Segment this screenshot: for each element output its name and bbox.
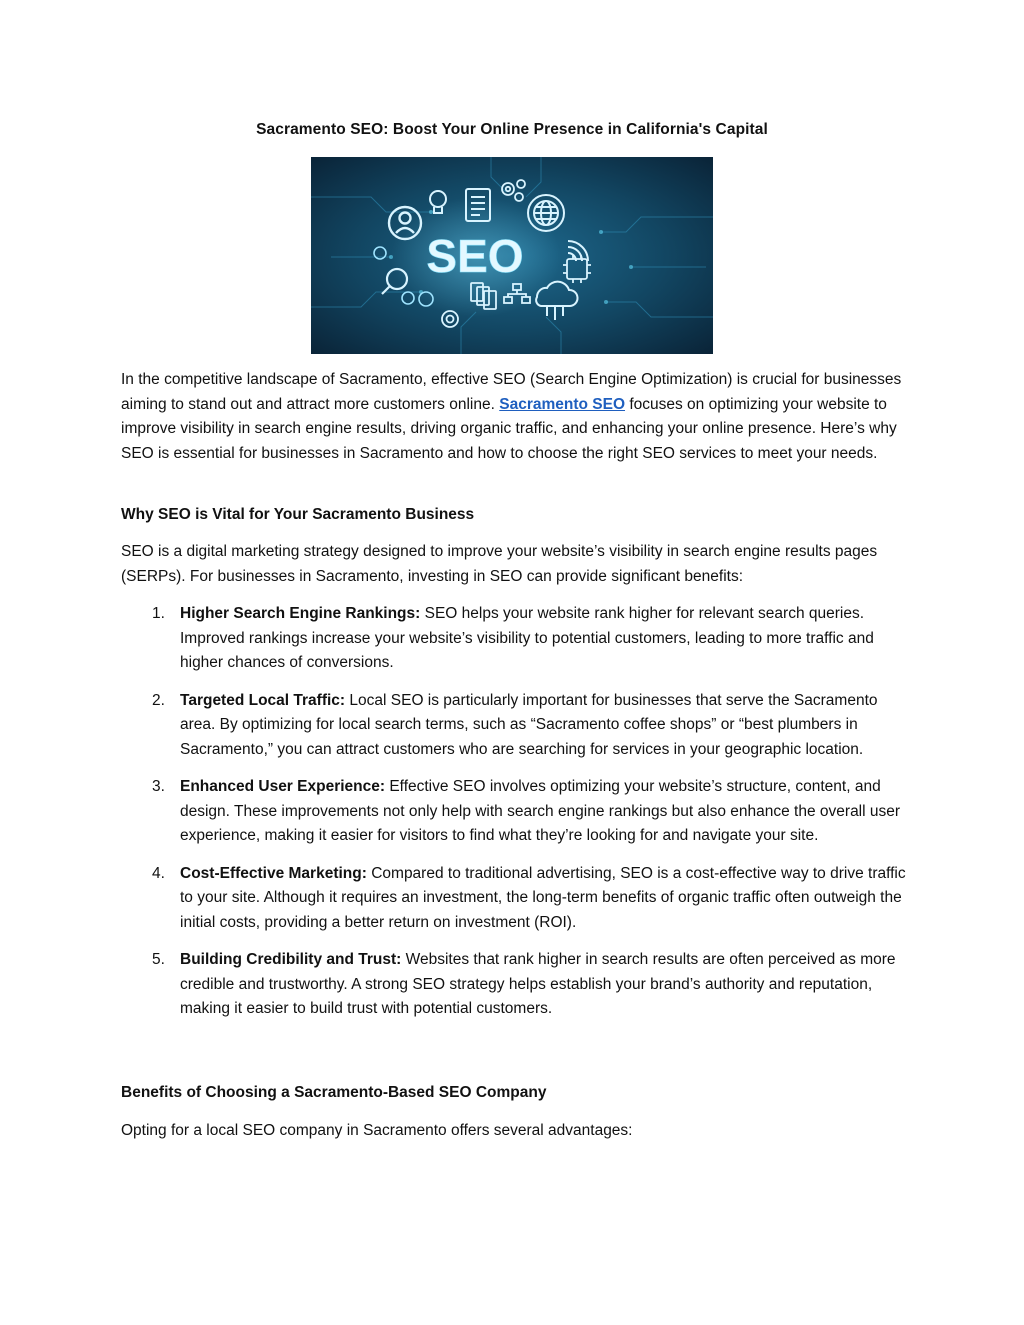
why-seo-paragraph: SEO is a digital marketing strategy designed to improve your website’s visibility in search engine results pages (SERPs). For businesses in Sacramento, investing in SEO can provide significant benefits:: [121, 543, 878, 585]
list-item: [121, 948, 911, 1022]
intro-text-end: focuses on optimizing your website to improve visibility in search engine results, driving organic traffic, and enhancing your online presence. Here’s why SEO is essential for businesses in Sacramento and how to choose the right SEO services to meet your needs.: [121, 395, 897, 462]
list-item-term: Enhanced User Experience:: [180, 778, 386, 795]
document-title: Sacramento SEO: Boost Your Online Presence in California's Capital: [256, 121, 768, 138]
list-item: [121, 689, 911, 763]
list-item-text: Local SEO is particularly important for businesses that serve the Sacramento area. By optimizing for local search terms, such as “Sacramento coffee shops” or “best plumbers in Sacramento,” you can attract customers who are searching for services in your geographic location.: [180, 691, 878, 758]
local-company-paragraph: Opting for a local SEO company in Sacramento offers several advantages:: [121, 1122, 633, 1139]
intro-paragraph: [121, 368, 911, 466]
list-item: [121, 602, 911, 676]
sacramento-seo-link[interactable]: Sacramento SEO: [499, 395, 626, 413]
list-item-term: Building Credibility and Trust:: [180, 951, 402, 968]
list-item-number: 4.: [152, 864, 165, 882]
list-item-number: 1.: [152, 605, 165, 622]
list-item-term: Cost-Effective Marketing:: [180, 864, 367, 882]
list-item-text: Effective SEO involves optimizing your website’s structure, content, and design. These improvements not only help with search engine rankings but also enhance the overall user experience, making it easier for visitors to find what they’re looking for and navigate your site.: [180, 778, 901, 844]
list-item-term: Targeted Local Traffic:: [180, 691, 346, 709]
list-item-number: 2.: [152, 691, 165, 709]
list-item: [121, 862, 911, 936]
list-item: [121, 775, 911, 849]
list-item-text: Websites that rank higher in search results are often perceived as more credible and trustworthy. A strong SEO strategy helps establish your brand’s authority and reputation, making it easier to build trust with potential customers.: [180, 951, 896, 1017]
seo-hero-image: [311, 157, 713, 354]
local-company-heading: Benefits of Choosing a Sacramento-Based SEO Company: [121, 1084, 547, 1101]
list-item-term: Higher Search Engine Rankings:: [180, 605, 421, 622]
list-item-number: 3.: [152, 778, 165, 795]
why-seo-heading: Why SEO is Vital for Your Sacramento Business: [121, 506, 475, 523]
list-item-text: Compared to traditional advertising, SEO is a cost-effective way to drive traffic to your site. Although it requires an investment, the long-term benefits of organic traffic often outweigh the initial costs, providing a better return on investment (ROI).: [180, 864, 906, 931]
list-item-number: 5.: [152, 951, 165, 968]
intro-text-start: In the competitive landscape of Sacramento, effective SEO (Search Engine Optimization) is crucial for businesses aiming to stand out and attract more customers online.: [121, 371, 902, 413]
benefits-list: [121, 602, 911, 1035]
seo-text: SEO: [426, 230, 524, 282]
list-item-text: SEO helps your website rank higher for relevant search queries. Improved rankings increase your website’s visibility to potential customers, leading to more traffic and higher chances of conversions.: [180, 605, 874, 671]
globe-icon: [528, 195, 564, 231]
